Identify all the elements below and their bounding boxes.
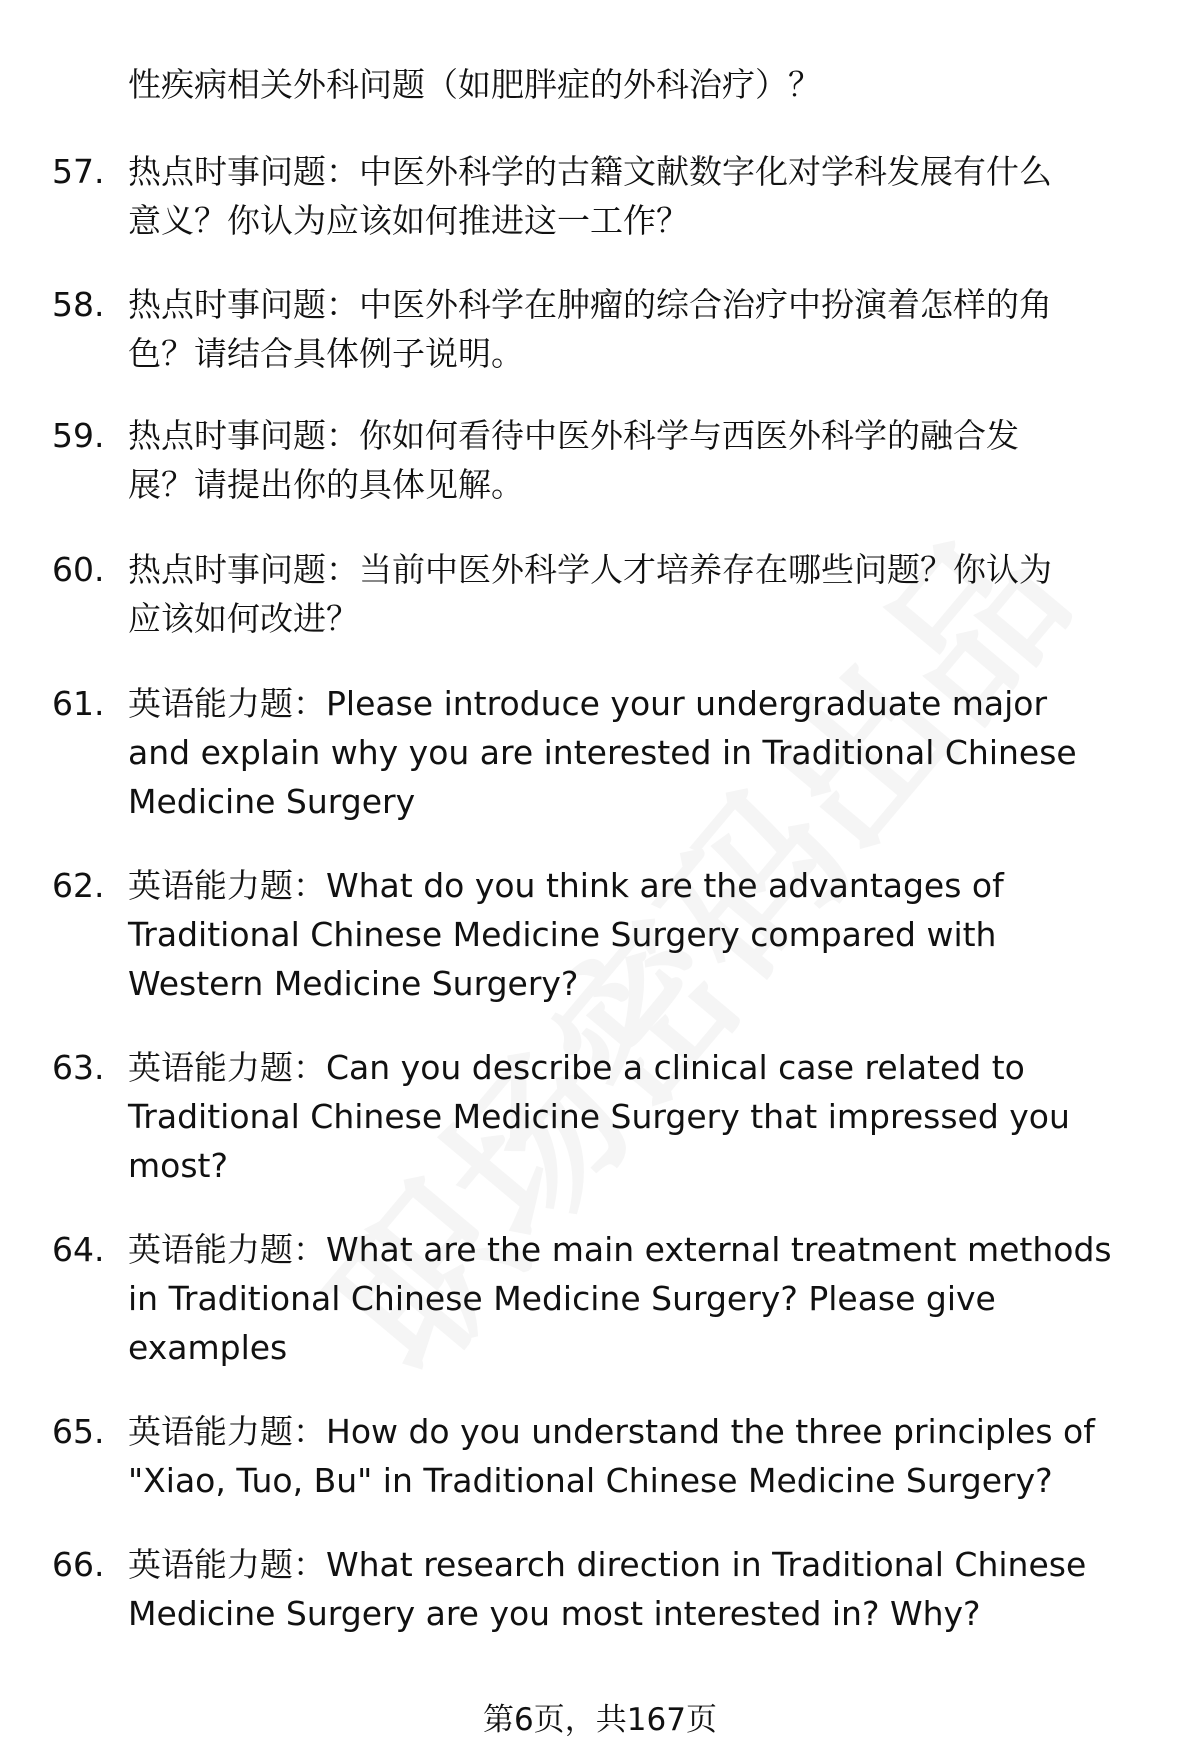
item-number: 64. <box>52 1230 105 1269</box>
item-text: 英语能力题：How do you understand the three principles of "Xiao, Tuo, Bu" in Traditional Chinese Medicine Surgery? <box>128 1412 1095 1500</box>
item-text: 热点时事问题：中医外科学的古籍文献数字化对学科发展有什么 意义？你认为应该如何推进这一工作？ <box>128 152 1052 240</box>
item-number: 66. <box>52 1545 105 1584</box>
item-number: 57. <box>52 152 105 191</box>
item-text: 热点时事问题：中医外科学在肿瘤的综合治疗中扮演着怎样的角 色？请结合具体例子说明。 <box>128 285 1052 373</box>
item-number: 61. <box>52 684 105 723</box>
item-number: 63. <box>52 1048 105 1087</box>
page-number: 第6页，共167页 <box>483 1702 717 1738</box>
item-number: 65. <box>52 1412 105 1451</box>
item-text: 英语能力题：Please introduce your undergraduate major and explain why you are interested in Traditional Chinese Medicine Surgery <box>128 684 1077 821</box>
item-number: 58. <box>52 285 105 324</box>
item-number: 60. <box>52 550 105 589</box>
item-text: 热点时事问题：你如何看待中医外科学与西医外科学的融合发 展？请提出你的具体见解。 <box>128 416 1019 504</box>
item-number: 62. <box>52 866 105 905</box>
item-text: 英语能力题：Can you describe a clinical case related to Traditional Chinese Medicine Surgery that impressed you most? <box>128 1048 1070 1185</box>
item-text: 热点时事问题：当前中医外科学人才培养存在哪些问题？你认为 应该如何改进？ <box>128 550 1052 638</box>
item-number: 59. <box>52 416 105 455</box>
item-text: 英语能力题：What do you think are the advantages of Traditional Chinese Medicine Surgery compared with Western Medicine Surgery? <box>128 866 1004 1003</box>
item-text: 性疾病相关外科问题（如肥胖症的外科治疗）？ <box>128 65 821 104</box>
item-text: 英语能力题：What are the main external treatment methods in Traditional Chinese Medicine Surgery? Please give examples <box>128 1230 1112 1367</box>
item-text: 英语能力题：What research direction in Traditional Chinese Medicine Surgery are you most interested in? Why? <box>128 1545 1087 1633</box>
